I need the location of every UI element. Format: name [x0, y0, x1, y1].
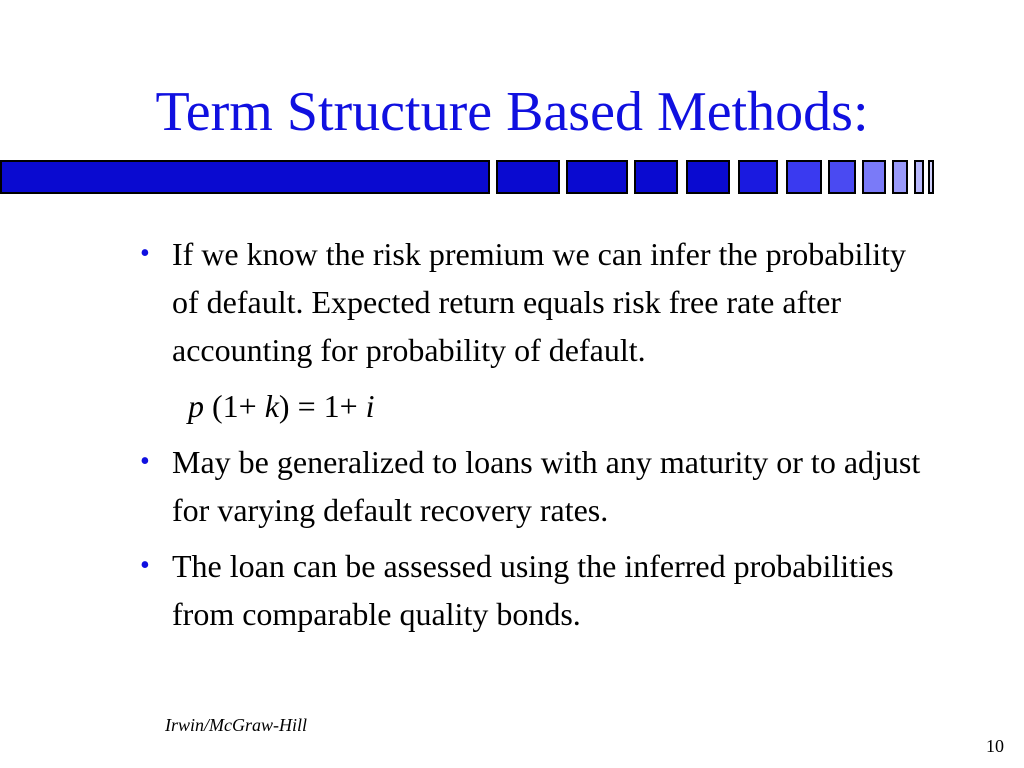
page-number: 10 [986, 736, 1004, 756]
bar-segment [892, 160, 908, 194]
bar-segment [634, 160, 678, 194]
bullet-text: The loan can be assessed using the inferred probabilities from comparable quality bonds. [172, 548, 894, 632]
formula [140, 382, 940, 430]
bar-segment [0, 160, 490, 194]
bar-segment [828, 160, 856, 194]
bar-segment [686, 160, 730, 194]
bar-segment [928, 160, 934, 194]
bar-segment [566, 160, 628, 194]
formula-i: i [365, 388, 375, 424]
bar-segment [738, 160, 778, 194]
bullet-dot-icon: • [140, 446, 150, 477]
slide-title: Term Structure Based Methods: [155, 81, 869, 143]
formula-mid: ) = 1+ [278, 388, 366, 424]
bar-segment [862, 160, 886, 194]
bar-segment [786, 160, 822, 194]
slide-body [140, 230, 940, 646]
bullet-item [140, 438, 940, 534]
bullet-dot-icon: • [140, 238, 150, 269]
bullet-item [140, 230, 940, 374]
bar-segment [496, 160, 560, 194]
publisher-footer: Irwin/McGraw-Hill [165, 715, 307, 735]
formula-p: p [188, 388, 204, 424]
bar-segment [914, 160, 924, 194]
bullet-text: If we know the risk premium we can infer the probability of default. Expected return equals risk free rate after accounting for probability of default. [172, 236, 906, 368]
formula-k: k [264, 388, 279, 424]
formula-open: (1+ [204, 388, 265, 424]
bullet-item [140, 542, 940, 638]
bullet-text: May be generalized to loans with any maturity or to adjust for varying default recovery rates. [172, 444, 921, 528]
bullet-dot-icon: • [140, 550, 150, 581]
decorative-bar [0, 160, 1024, 194]
